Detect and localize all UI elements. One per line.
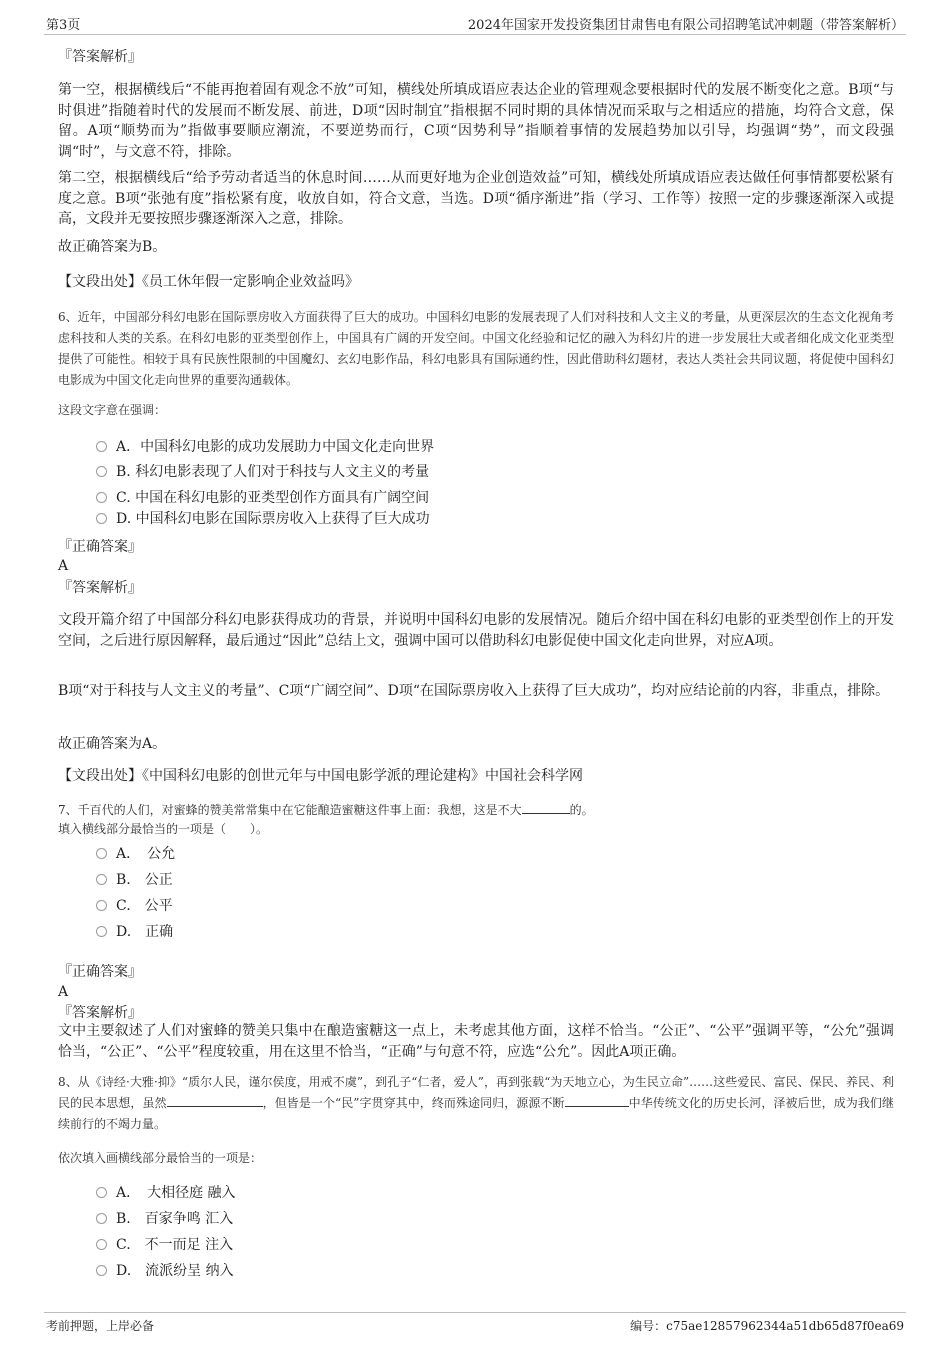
option-label: C. 不一而足 注入 bbox=[116, 1237, 234, 1253]
radio-button[interactable] bbox=[96, 1265, 107, 1276]
question-prompt: 填入横线部分最恰当的一项是（ ）。 bbox=[58, 822, 269, 836]
stem-text: ，但皆是一个“民”字贯穿其中，终而殊途同归，源源不断 bbox=[262, 1096, 565, 1110]
option-label: B. 公正 bbox=[116, 872, 173, 888]
option-label: C. 中国在科幻电影的亚类型创作方面具有广阔空间 bbox=[116, 490, 430, 506]
option-a[interactable] bbox=[96, 1183, 236, 1203]
page-footer bbox=[44, 1312, 906, 1337]
question-stem bbox=[58, 1072, 894, 1135]
analysis-label: 『答案解析』 bbox=[58, 1005, 142, 1021]
option-label: D. 中国科幻电影在国际票房收入上获得了巨大成功 bbox=[116, 511, 430, 527]
option-label: C. 公平 bbox=[116, 898, 173, 914]
option-d[interactable] bbox=[96, 1261, 234, 1281]
source-citation: 【文段出处】《中国科幻电影的创世元年与中国电影学派的理论建构》中国社会科学网 bbox=[58, 768, 583, 784]
analysis-paragraph: 文段开篇介绍了中国部分科幻电影获得成功的背景，并说明中国科幻电影的发展情况。随后介绍中国在科幻电影的亚类型创作上的开发空间，之后进行原因解释，最后通过“因此”总结上文，强调中国可以借助科幻电影促使中国文化走向世界，对应A项。 bbox=[58, 612, 894, 649]
radio-button[interactable] bbox=[96, 513, 107, 524]
option-label: A． 大相径庭 融入 bbox=[116, 1185, 236, 1201]
analysis-paragraph: 文中主要叙述了人们对蜜蜂的赞美只集中在酿造蜜糖这一点上，未考虑其他方面，这样不恰当。“公正”、“公平”强调平等，“公允”强调恰当，“公正”、“公平”程度较重，用在这里不恰当，“正确”与句意不符，应选“公允”。因此A项正确。 bbox=[58, 1023, 894, 1060]
document-title: 2024年国家开发投资集团甘肃售电有限公司招聘笔试冲刺题（带答案解析） bbox=[467, 18, 904, 33]
analysis-paragraph: 第二空，根据横线后“给予劳动者适当的休息时间……从而更好地为企业创造效益”可知，横线处所填成语应表达做任何事情都要松紧有度之意。B项“张弛有度”指松紧有度，收放自如，符合文意，当选。D项“循序渐进”指（学习、工作等）按照一定的步骤逐渐深入或提高，文段并无要按照步骤逐渐深入之意，排除。 bbox=[58, 170, 894, 227]
option-label: B. 科幻电影表现了人们对于科技与人文主义的考量 bbox=[116, 464, 430, 480]
radio-button[interactable] bbox=[96, 1187, 107, 1198]
option-d[interactable] bbox=[96, 922, 173, 942]
analysis-paragraph: 第一空，根据横线后“不能再抱着固有观念不放”可知，横线处所填成语应表达企业的管理观念要根据时代的发展不断变化之意。B项“与时俱进”指随着时代的发展而不断发展、前进，D项“因时制宜”指根据不同时期的具体情况而采取与之相适应的措施，均符合文意，保留。A项“顺势而为”指做事要顺应潮流，不要逆势而行，C项“因势利导”指顺着事情的发展趋势加以引导，均强调“势”，而文段强调“时”，与文意不符，排除。 bbox=[58, 82, 894, 160]
option-label: D. 正确 bbox=[116, 924, 174, 940]
page-number: 第3页 bbox=[46, 18, 81, 33]
answer-conclusion: 故正确答案为B。 bbox=[58, 239, 167, 255]
option-b[interactable] bbox=[96, 462, 429, 482]
stem-text: 7、千百代的人们，对蜜蜂的赞美常常集中在它能酿造蜜糖这件事上面：我想，这是不大 bbox=[58, 803, 522, 817]
radio-button[interactable] bbox=[96, 492, 107, 503]
answer-conclusion: 故正确答案为A。 bbox=[58, 736, 167, 752]
stem-text: 8、从《诗经·大雅·抑》“质尔人民，谨尔侯度，用戒不虞”，到孔子“仁者，爱人”，再到张载“为天地立心，为生民立命”……这些爱民、富民、保民、养民、利民的民本思想，虽然 bbox=[58, 1075, 894, 1110]
option-label: A．中国科幻电影的成功发展助力中国文化走向世界 bbox=[116, 439, 435, 455]
option-label: A． 公允 bbox=[116, 846, 176, 862]
option-a[interactable] bbox=[96, 437, 434, 457]
question-prompt: 依次填入画横线部分最恰当的一项是： bbox=[58, 1151, 263, 1165]
stem-text: 中华传统文化的历史长河，泽被后世，成为我们继续前行的不竭力量。 bbox=[58, 1096, 894, 1131]
source-citation: 【文段出处】《员工休年假一定影响企业效益吗》 bbox=[58, 274, 359, 290]
radio-button[interactable] bbox=[96, 900, 107, 911]
option-a[interactable] bbox=[96, 844, 175, 864]
radio-button[interactable] bbox=[96, 1213, 107, 1224]
radio-button[interactable] bbox=[96, 926, 107, 937]
fill-blank bbox=[565, 1094, 629, 1107]
radio-button[interactable] bbox=[96, 874, 107, 885]
stem-text: 的。 bbox=[569, 803, 594, 817]
correct-answer-label: 『正确答案』 bbox=[58, 964, 142, 980]
correct-answer-label: 『正确答案』 bbox=[58, 539, 142, 555]
question-stem: 6、近年，中国部分科幻电影在国际票房收入方面获得了巨大的成功。中国科幻电影的发展表现了人们对科技和人文主义的考量，从更深层次的生态文化视角考虑科技和人类的关系。在科幻电影的亚类型创作上，中国具有广阔的开发空间。中国文化经验和记忆的融入为科幻片的进一步发展壮大或者细化成文化亚类型提供了可能性。相较于具有民族性限制的中国魔幻、玄幻电影作品，科幻电影具有国际通约性，因此借助科幻题材，表达人类社会共同议题，将促使中国科幻电影成为中国文化走向世界的重要沟通载体。 bbox=[58, 310, 894, 387]
analysis-paragraph: B项“对于科技与人文主义的考量”、C项“广阔空间”、D项“在国际票房收入上获得了巨大成功”，均对应结论前的内容，非重点，排除。 bbox=[58, 683, 890, 699]
analysis-label: 『答案解析』 bbox=[58, 580, 142, 596]
fill-blank bbox=[167, 1094, 263, 1107]
radio-button[interactable] bbox=[96, 1239, 107, 1250]
option-b[interactable] bbox=[96, 870, 173, 890]
fill-blank bbox=[522, 801, 570, 814]
option-c[interactable] bbox=[96, 896, 173, 916]
option-c[interactable] bbox=[96, 1235, 233, 1255]
radio-button[interactable] bbox=[96, 466, 107, 477]
option-c[interactable] bbox=[96, 488, 429, 508]
analysis-label: 『答案解析』 bbox=[58, 49, 142, 65]
correct-answer: A bbox=[58, 984, 69, 1000]
question-stem bbox=[58, 801, 894, 820]
correct-answer: A bbox=[58, 558, 69, 574]
option-label: D. 流派纷呈 纳入 bbox=[116, 1263, 234, 1279]
option-b[interactable] bbox=[96, 1209, 233, 1229]
page-header bbox=[44, 14, 906, 35]
option-d[interactable] bbox=[96, 509, 430, 529]
radio-button[interactable] bbox=[96, 848, 107, 859]
radio-button[interactable] bbox=[96, 441, 107, 452]
option-label: B. 百家争鸣 汇入 bbox=[116, 1211, 234, 1227]
question-prompt: 这段文字意在强调： bbox=[58, 403, 167, 417]
document-id: 编号：c75ae12857962344a51db65d87f0ea69 bbox=[630, 1319, 904, 1333]
footer-slogan: 考前押题，上岸必备 bbox=[46, 1319, 155, 1333]
